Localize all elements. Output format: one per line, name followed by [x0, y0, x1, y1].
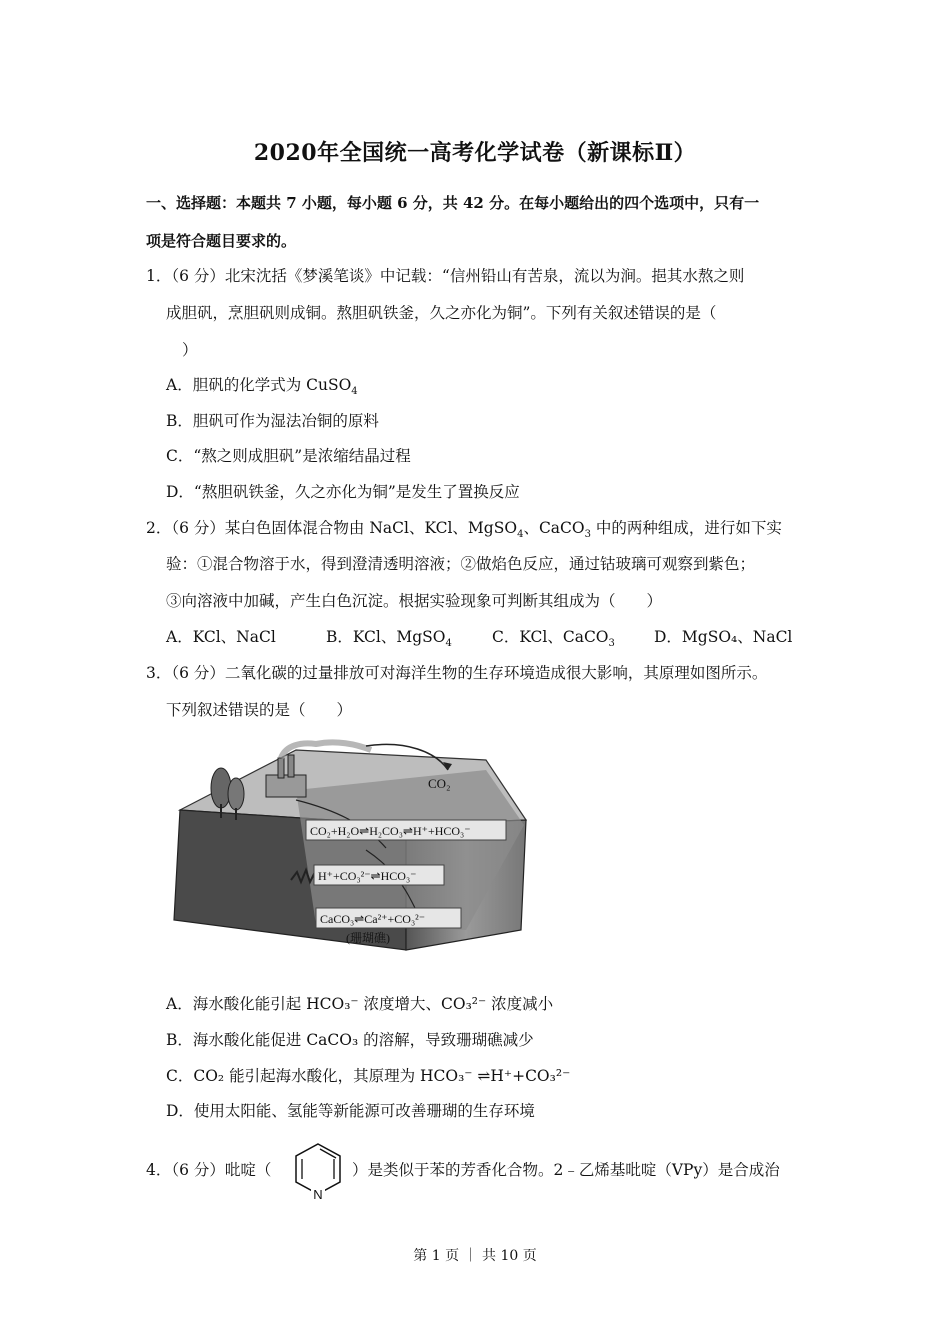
equation-3: CaCO₃⇌Ca²⁺+CO₃²⁻	[320, 912, 426, 926]
nitrogen-label: N	[313, 1187, 323, 1202]
q1-option-a: A．胆矾的化学式为 CuSO$_4$	[166, 376, 358, 398]
q2-stem-line3: ③向溶液中加碱，产生白色沉淀。根据实验现象可判断其组成为（ ）	[166, 592, 663, 610]
ocean-acidification-figure	[166, 730, 536, 960]
q3-option-b: B．海水酸化能促进 CaCO₃ 的溶解，导致珊瑚礁减少	[166, 1031, 534, 1049]
q4-stem-post: ）是类似于苯的芳香化合物。2﹣乙烯基吡啶（VPy）是合成治	[352, 1161, 780, 1179]
equation-2: H⁺+CO₃²⁻⇌HCO₃⁻	[318, 869, 417, 883]
q4-stem-pre: 4．（6 分）吡啶（	[146, 1161, 272, 1179]
q2-option-d: D．MgSO₄、NaCl	[654, 628, 793, 646]
q1-option-c: C．“熬之则成胆矾”是浓缩结晶过程	[166, 447, 411, 465]
co2-label: CO₂	[428, 776, 451, 791]
q2-option-c: C．KCl、CaCO$_3$	[492, 628, 615, 650]
q3-stem-line1: 3．（6 分）二氧化碳的过量排放可对海洋生物的生存环境造成很大影响，其原理如图所示。	[146, 664, 768, 682]
q1-option-d: D．“熬胆矾铁釜，久之亦化为铜”是发生了置换反应	[166, 483, 520, 501]
q3-stem-line2: 下列叙述错误的是（ ）	[166, 701, 353, 719]
q2-options	[166, 625, 806, 650]
q2-option-a: A．KCl、NaCl	[166, 628, 276, 646]
page-footer: 第 1 页 ｜ 共 10 页	[413, 1248, 537, 1264]
coral-label: (珊瑚礁)	[346, 931, 390, 945]
equation-1: CO₂+H₂O⇌H₂CO₃⇌H⁺+HCO₃⁻	[310, 824, 471, 838]
q3-option-a: A．海水酸化能引起 HCO₃⁻ 浓度增大、CO₃²⁻ 浓度减小	[166, 995, 554, 1013]
q1-stem-line1: 1．（6 分）北宋沈括《梦溪笔谈》中记载：“信州铅山有苦泉，流以为涧。挹其水熬之则	[146, 267, 745, 285]
q1-option-b: B．胆矾可作为湿法冶铜的原料	[166, 412, 379, 430]
q2-option-b: B．KCl、MgSO$_4$	[326, 628, 452, 650]
q1-stem-line2: 成胆矾，烹胆矾则成铜。熬胆矾铁釜，久之亦化为铜”。下列有关叙述错误的是（	[166, 304, 717, 322]
section-heading-line1: 一、选择题：本题共 7 小题，每小题 6 分，共 42 分。在每小题给出的四个选项中，只有一	[146, 194, 760, 212]
pyridine-structure	[290, 1140, 346, 1202]
q1-stem-line3: ）	[182, 341, 198, 359]
q2-stem-line1: 2．（6 分）某白色固体混合物由 NaCl、KCl、MgSO$_4$、CaCO$_3$ 中的两种组成，进行如下实	[146, 519, 782, 541]
q3-option-d: D．使用太阳能、氢能等新能源可改善珊瑚的生存环境	[166, 1102, 535, 1120]
section-heading-line2: 项是符合题目要求的。	[146, 232, 297, 250]
page-title: 2020年全国统一高考化学试卷（新课标Ⅱ）	[253, 140, 697, 166]
q3-option-c: C．CO₂ 能引起海水酸化，其原理为 HCO₃⁻ ⇌H⁺+CO₃²⁻	[166, 1067, 571, 1085]
q2-stem-line2: 验：①混合物溶于水，得到澄清透明溶液；②做焰色反应，通过钴玻璃可观察到紫色；	[166, 555, 756, 573]
